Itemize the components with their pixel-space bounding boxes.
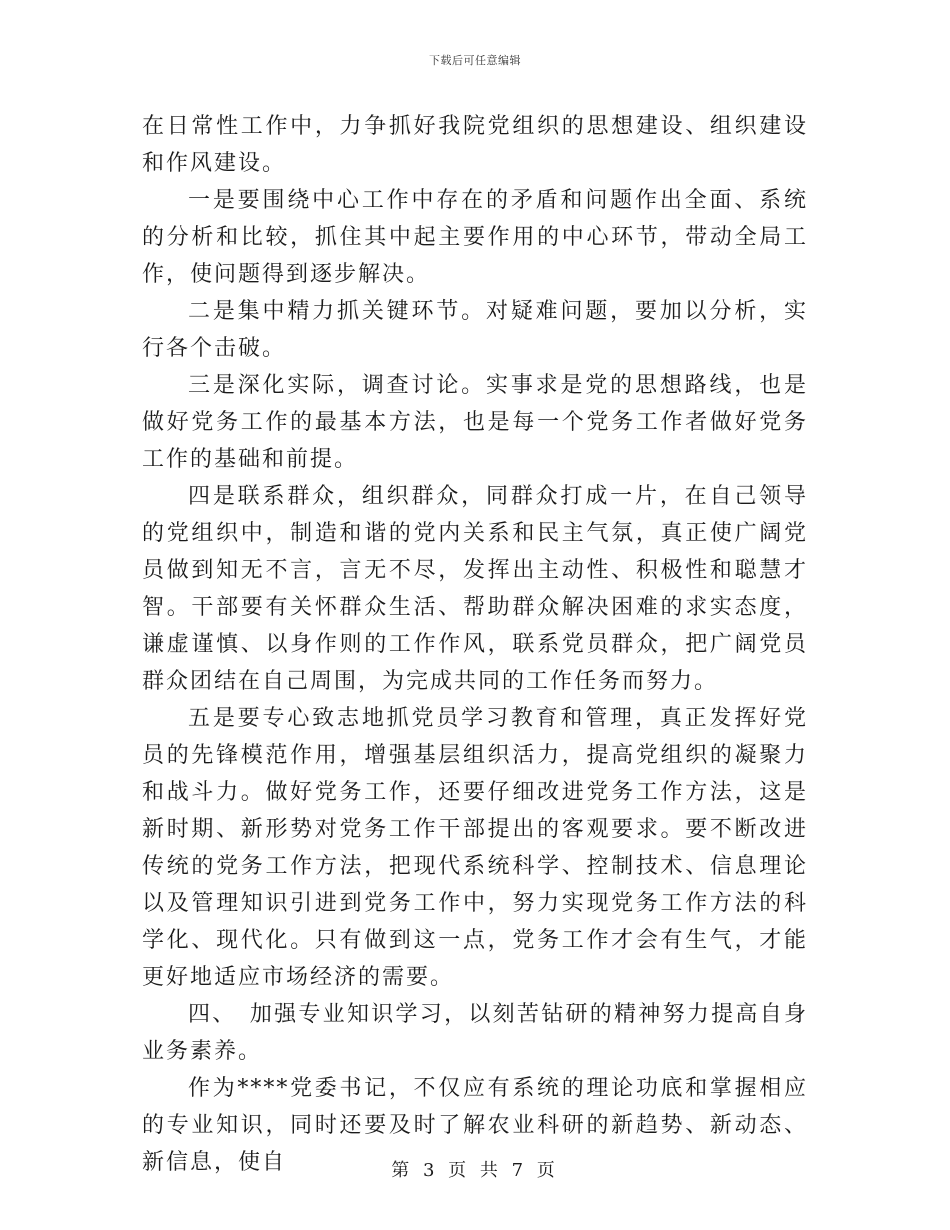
- paragraph-4: 三是深化实际，调查讨论。实事求是党的思想路线，也是做好党务工作的最基本方法，也是每一个党务工作者做好党务工作的基础和前提。: [142, 373, 808, 472]
- paragraph-1: 在日常性工作中，力争抓好我院党组织的思想建设、组织建设和作风建设。: [142, 114, 808, 176]
- paragraph-6: 五是要专心致志地抓党员学习教育和管理，真正发挥好党员的先锋模范作用，增强基层组织活力，提高党组织的凝聚力和战斗力。做好党务工作，还要仔细改进党务工作方法，这是新时期、新形势对党务工作干部提出的客观要求。要不断改进传统的党务工作方法，把现代系统科学、控制技术、信息理论以及管理知识引进到党务工作中，努力实现党务工作方法的科学化、现代化。只有做到这一点，党务工作才会有生气，才能更好地适应市场经济的需要。: [142, 706, 808, 990]
- paragraph-3: 二是集中精力抓关键环节。对疑难问题，要加以分析，实行各个击破。: [142, 299, 808, 361]
- paragraph-2: 一是要围绕中心工作中存在的矛盾和问题作出全面、系统的分析和比较，抓住其中起主要作用的中心环节，带动全局工作，使问题得到逐步解决。: [142, 188, 808, 287]
- document-body: [142, 108, 808, 1181]
- paragraph-5: 四是联系群众，组织群众，同群众打成一片，在自己领导的党组织中，制造和谐的党内关系和民主气氛，真正使广阔党员做到知无不言，言无不尽，发挥出主动性、积极性和聪慧才智。干部要有关怀群众生活、帮助群众解决困难的求实态度，谦虚谨慎、以身作则的工作作风，联系党员群众，把广阔党员群众团结在自己周围，为完成共同的工作任务而努力。: [142, 484, 808, 694]
- section-heading-4: 四、 加强专业知识学习，以刻苦钻研的精神努力提高自身业务素养。: [142, 1002, 808, 1064]
- paragraph-7: 作为****党委书记，不仅应有系统的理论功底和掌握相应的专业知识，同时还要及时了解农业科研的新趋势、新动态、新信息，使自: [142, 1076, 808, 1175]
- page-number: 第 3 页 共 7 页: [391, 1160, 559, 1181]
- page-header-note: 下载后可任意编辑: [429, 54, 521, 67]
